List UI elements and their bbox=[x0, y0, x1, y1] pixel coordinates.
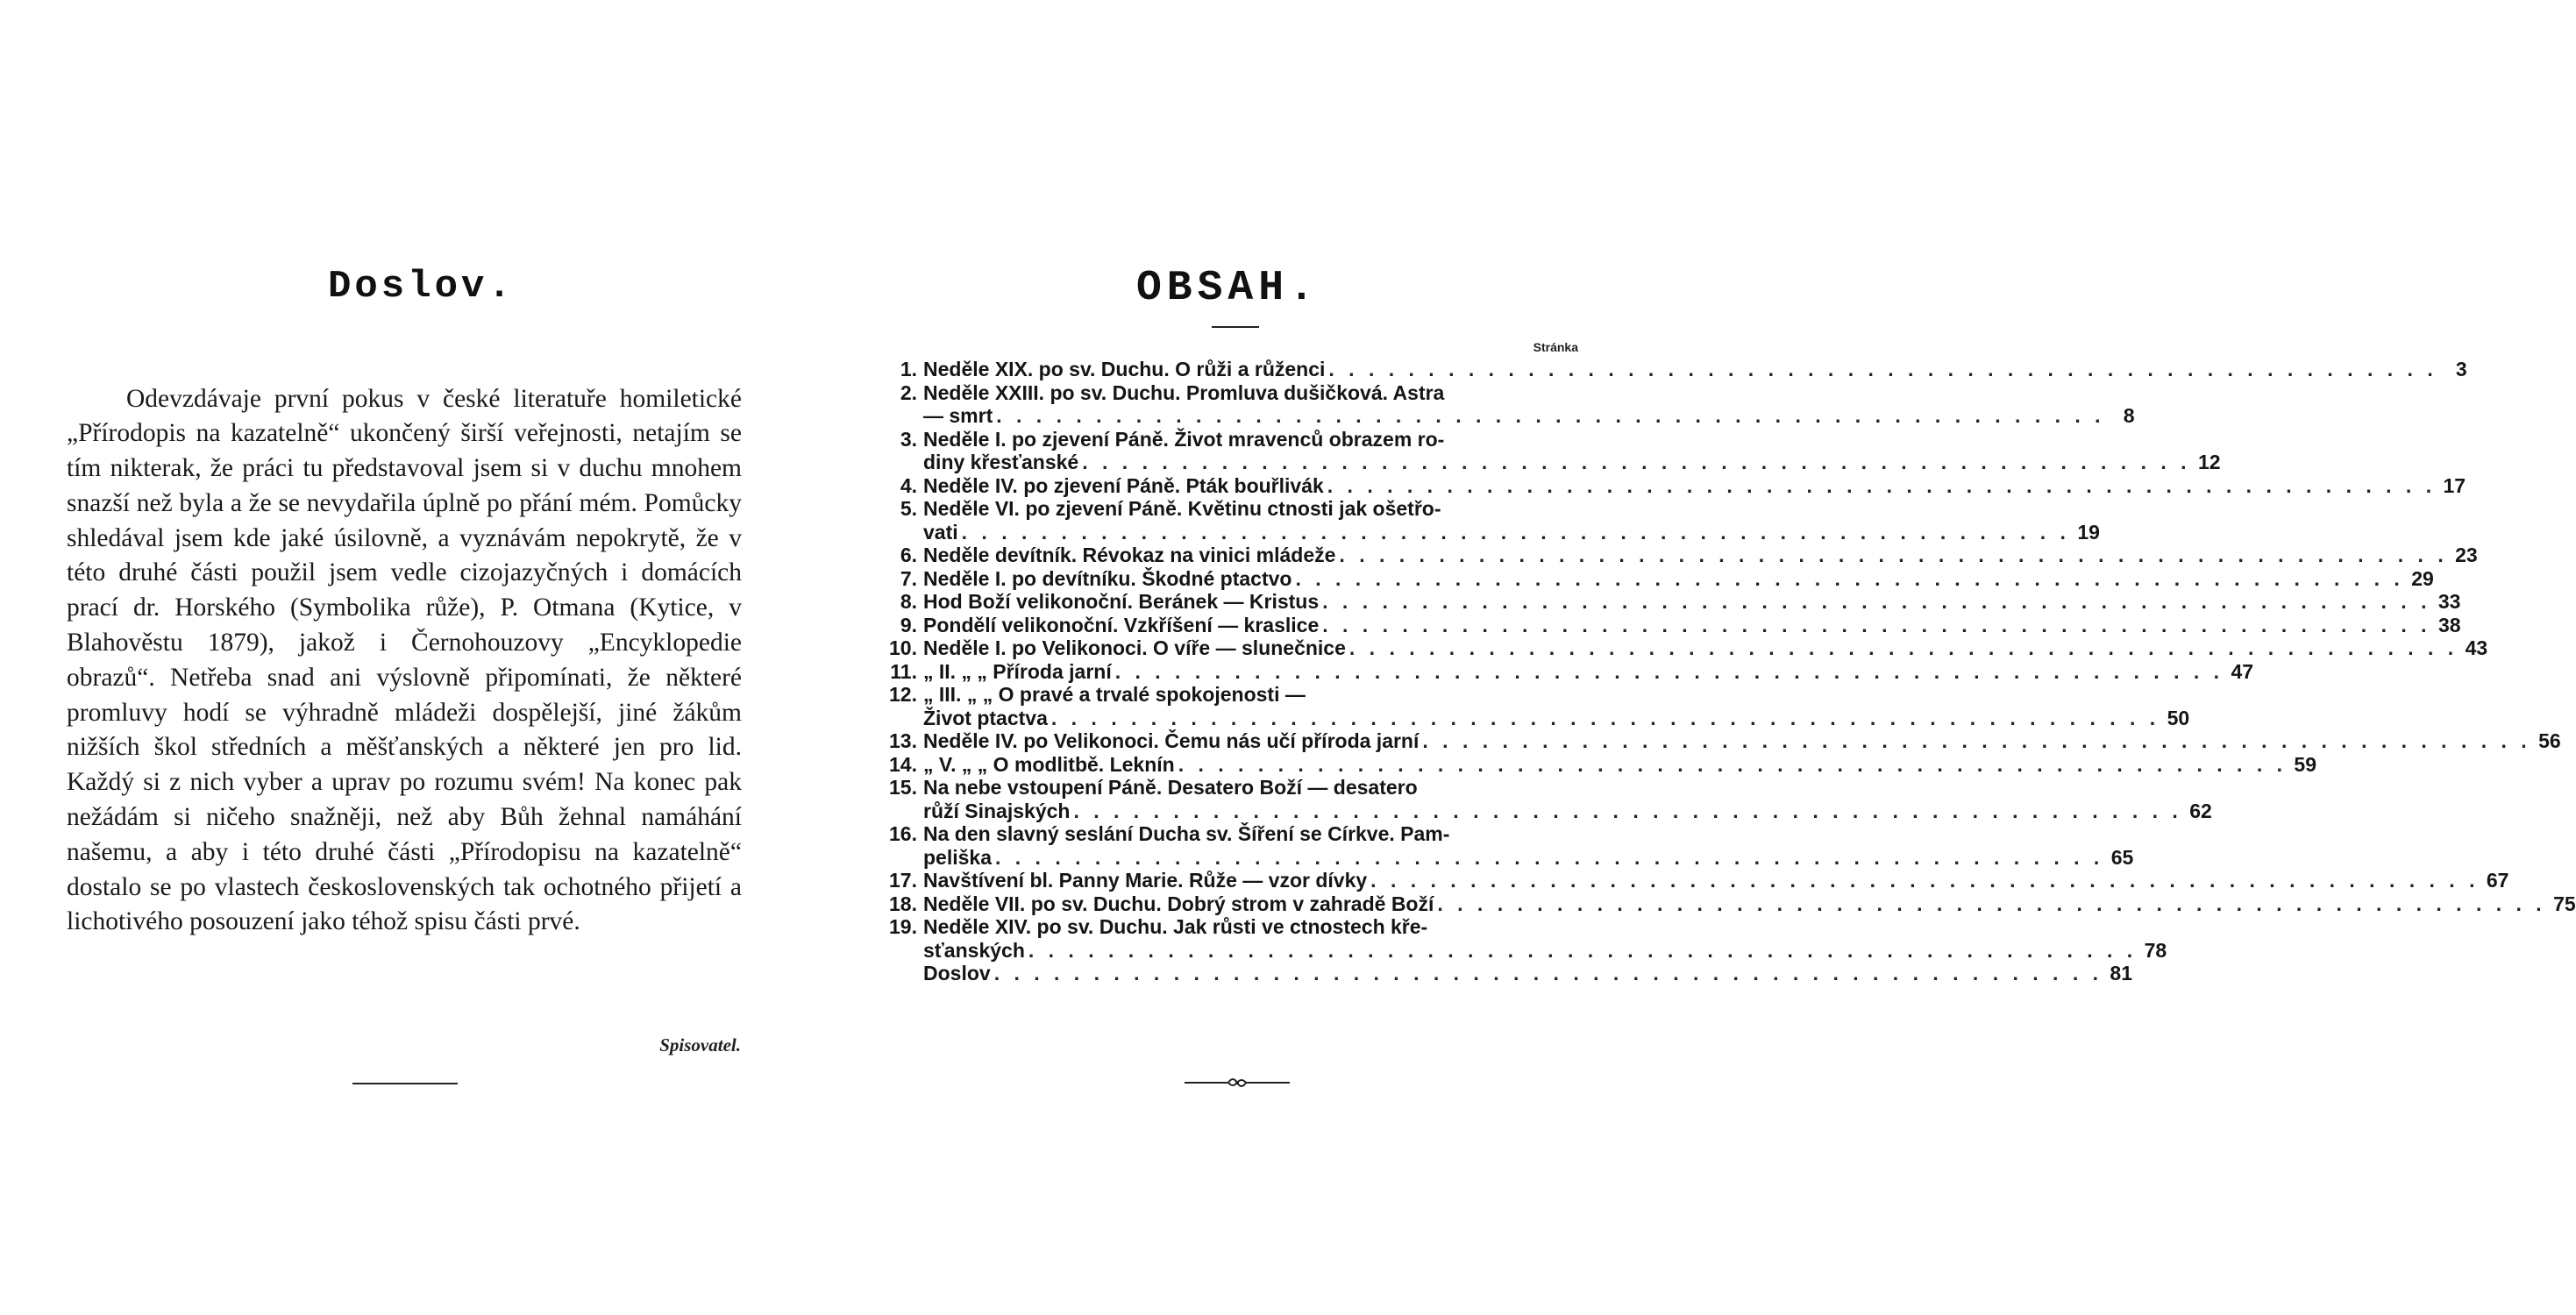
toc-entry-body bbox=[923, 683, 2189, 729]
toc-entry-last-line bbox=[923, 846, 2133, 870]
toc-page-number: 23 bbox=[2455, 544, 2478, 566]
toc-page-number: 75 bbox=[2553, 892, 2576, 915]
toc-entry bbox=[878, 544, 2478, 567]
toc-page-number: 8 bbox=[2123, 404, 2135, 427]
toc-entry-last-line bbox=[923, 521, 2100, 544]
toc-entry-body bbox=[923, 892, 2576, 916]
toc-entry-last-line bbox=[923, 590, 2460, 614]
toc-page-number: 29 bbox=[2411, 566, 2434, 590]
toc-entry-body bbox=[923, 660, 2253, 684]
toc-entry bbox=[878, 566, 2434, 591]
dot-leader bbox=[1339, 544, 2447, 567]
toc-entry-last-line bbox=[923, 660, 2253, 684]
toc-page-number: 19 bbox=[2077, 520, 2100, 544]
toc-entry-number: 4. bbox=[900, 473, 917, 497]
toc-entry-number: 17. bbox=[889, 869, 917, 892]
toc-entry-title-line: Na nebe vstoupení Páně. Desatero Boží — desatero bbox=[923, 776, 1418, 799]
contents-title: OBSAH. bbox=[1136, 265, 1320, 312]
toc-page-number: 33 bbox=[2437, 590, 2461, 613]
dot-leader bbox=[1073, 800, 2181, 823]
toc-entry bbox=[878, 497, 2100, 544]
toc-entry-number: 19. bbox=[889, 915, 917, 938]
toc-page-number: 59 bbox=[2294, 752, 2317, 776]
toc-entry bbox=[878, 729, 2561, 753]
toc-entry-last-line bbox=[923, 707, 2189, 730]
toc-entry-number: 12. bbox=[889, 683, 917, 706]
toc-entry-body bbox=[923, 590, 2460, 614]
afterword-paragraph: Odevzdávaje první pokus v české literatuře homiletické „Přírodopis na kazatelně“ ukončený širší veřejnosti, netajím se tím nikterak, že práci tu představoval jsem si v duchu mnohem snazší než byla a že se nevydařila úplně po přání mém. Pomůcky shledával jsem kde jaké úsilovně, a vyznávám nepokrytě, že v této druhé části použil jsem vedle cizojazyčných i domácích prací dr. Horského (Symbolika růže), P. Otmana (Kytice, v Blahověstu 1879), jakož i Černohouzovy „Encyklopedie obrazů“. Netřeba snad ani výslovně připomínati, že některé promluvy hodí se výhradně mládeži dospělejší, jiné žákům nižších škol středních a měšťanských a některé jen pro lid. Každý si z nich vyber a uprav po rozumu svém! Na konec pak nežádám si ničeho snažněji, než aby Bůh žehnal namáhání našemu, a aby i této druhé části „Přírodopisu na kazatelně“ dostalo se po vlastech československých tak ochotného přijetí a lichotivého posouzení jako téhož spisu části prvé. bbox=[67, 384, 742, 936]
toc-entry-title-line: Neděle VI. po zjevení Páně. Květinu ctnosti jak ošetřo- bbox=[923, 497, 1441, 520]
toc-entry bbox=[878, 613, 2461, 637]
toc-entry-body bbox=[923, 544, 2478, 567]
toc-entry-number: 8. bbox=[900, 590, 917, 613]
toc-page-number: 3 bbox=[2455, 358, 2467, 380]
afterword-text bbox=[67, 382, 742, 941]
toc-entry bbox=[878, 659, 2254, 684]
toc-entry-last-line bbox=[923, 869, 2508, 892]
table-of-contents bbox=[878, 358, 2576, 985]
toc-entry-last-line bbox=[923, 474, 2466, 498]
dot-leader bbox=[1051, 707, 2160, 730]
dot-leader bbox=[1115, 660, 2224, 684]
author-signature: Spisovatel. bbox=[659, 1034, 741, 1056]
toc-entry-body bbox=[923, 614, 2461, 637]
title-divider-rule bbox=[1212, 326, 1259, 328]
toc-entry-title: Hod Boží velikonoční. Beránek — Kristus bbox=[923, 590, 1320, 613]
toc-entry-number: 3. bbox=[900, 427, 917, 451]
toc-page-number: 38 bbox=[2437, 613, 2461, 636]
toc-entry-title: Neděle IV. po zjevení Páně. Pták bouřlivák bbox=[923, 473, 1324, 497]
toc-entry bbox=[878, 590, 2461, 614]
toc-entry-number: 5. bbox=[900, 497, 917, 520]
dot-leader bbox=[1295, 567, 2403, 591]
toc-entry bbox=[878, 892, 2576, 916]
toc-entry-body bbox=[923, 567, 2434, 591]
toc-entry-body bbox=[923, 497, 2100, 544]
toc-entry-last-line bbox=[923, 892, 2576, 916]
toc-entry-last-line bbox=[923, 962, 2132, 985]
toc-entry-last-line bbox=[923, 544, 2478, 567]
toc-entry-number: 11. bbox=[890, 659, 917, 683]
toc-entry-last-line bbox=[923, 800, 2212, 823]
toc-entry-number: 6. bbox=[900, 544, 917, 566]
dot-leader bbox=[1178, 753, 2287, 777]
toc-entry bbox=[878, 358, 2467, 381]
toc-entry-title-line: Neděle XIV. po sv. Duchu. Jak růsti ve ctnostech kře- bbox=[923, 915, 1428, 938]
dot-leader bbox=[1349, 636, 2458, 660]
toc-entry-title: Neděle I. po Velikonoci. O víře — slunečnice bbox=[923, 636, 1346, 659]
toc-entry-number: 9. bbox=[900, 613, 917, 636]
dot-leader bbox=[994, 962, 2103, 985]
toc-entry bbox=[878, 683, 2190, 729]
toc-page-number: 56 bbox=[2538, 729, 2561, 752]
toc-entry-number: 10. bbox=[889, 636, 917, 659]
toc-page-number: 62 bbox=[2189, 799, 2212, 822]
toc-entry-number: 18. bbox=[889, 892, 917, 915]
toc-entry-title-line: „ III. „ „ O pravé a trvalé spokojenosti — bbox=[923, 683, 1306, 706]
toc-entry-title: diny křesťanské bbox=[923, 451, 1079, 473]
toc-entry-title-line: Na den slavný seslání Ducha sv. Šíření se Církve. Pam- bbox=[923, 822, 1450, 845]
toc-entry-title-line: Neděle XXIII. po sv. Duchu. Promluva dušičková. Astra bbox=[923, 380, 1445, 404]
dot-leader bbox=[1322, 590, 2430, 614]
toc-entry-title: Neděle VII. po sv. Duchu. Dobrý strom v zahradě Boží bbox=[923, 892, 1434, 915]
fleuron-ornament-icon bbox=[1185, 1072, 1290, 1093]
page-column-label: Stránka bbox=[1533, 340, 1578, 354]
toc-entry-last-line bbox=[923, 614, 2461, 637]
toc-entry-body bbox=[923, 869, 2508, 892]
toc-entry-title: Život ptactva bbox=[923, 706, 1048, 729]
toc-entry-number: 1. bbox=[900, 358, 917, 380]
toc-page-number: 65 bbox=[2110, 845, 2134, 869]
toc-page-number: 78 bbox=[2144, 938, 2167, 962]
divider-rule bbox=[352, 1083, 458, 1084]
toc-entry-last-line bbox=[923, 358, 2467, 381]
toc-entry bbox=[878, 822, 2134, 869]
toc-entry-title: Pondělí velikonoční. Vzkříšení — kraslice bbox=[923, 613, 1320, 636]
toc-entry-body bbox=[923, 428, 2221, 474]
toc-entry bbox=[878, 427, 2221, 474]
toc-entry-title: peliška bbox=[923, 845, 992, 869]
left-page bbox=[0, 0, 808, 1315]
toc-entry-title: Neděle XIX. po sv. Duchu. O růži a růženci bbox=[923, 358, 1326, 380]
toc-entry-body bbox=[923, 474, 2466, 498]
toc-entry-title: Neděle I. po devítníku. Škodné ptactvo bbox=[923, 566, 1292, 590]
toc-page-number: 81 bbox=[2110, 962, 2132, 984]
toc-entry bbox=[878, 636, 2488, 660]
toc-entry-last-line bbox=[923, 939, 2167, 963]
toc-entry-body bbox=[923, 729, 2561, 753]
toc-entry-last-line bbox=[923, 636, 2487, 660]
toc-entry-title: „ V. „ „ O modlitbě. Leknín bbox=[923, 752, 1175, 776]
toc-entry-title: „ II. „ „ Příroda jarní bbox=[923, 659, 1112, 683]
toc-entry-number: 14. bbox=[889, 752, 917, 776]
dot-leader bbox=[1322, 614, 2430, 637]
toc-entry-number: 13. bbox=[889, 729, 917, 752]
toc-entry-title: sťanských bbox=[923, 938, 1025, 962]
dot-leader bbox=[995, 846, 2103, 870]
toc-entry-number: 2. bbox=[900, 380, 917, 404]
dot-leader bbox=[1028, 939, 2137, 963]
page-title: Doslov. bbox=[328, 265, 515, 309]
toc-entry-title: Neděle devítník. Révokaz na vinici mládeže bbox=[923, 544, 1336, 566]
toc-entry-title: Doslov bbox=[923, 962, 991, 984]
dot-leader bbox=[1327, 474, 2436, 498]
toc-entry-body bbox=[923, 753, 2316, 777]
toc-entry-body bbox=[923, 822, 2133, 869]
toc-entry-last-line bbox=[923, 404, 2135, 428]
dot-leader bbox=[1082, 451, 2190, 474]
toc-page-number: 12 bbox=[2197, 451, 2221, 473]
toc-entry bbox=[878, 869, 2509, 892]
toc-page-number: 67 bbox=[2486, 869, 2509, 892]
toc-entry-title: Neděle IV. po Velikonoci. Čemu nás učí příroda jarní bbox=[923, 729, 1420, 752]
dot-leader bbox=[1422, 729, 2530, 753]
toc-entry-body bbox=[923, 915, 2167, 962]
toc-entry-title: Navštívení bl. Panny Marie. Růže — vzor dívky bbox=[923, 869, 1368, 892]
toc-entry-last-line bbox=[923, 729, 2561, 753]
dot-leader bbox=[996, 404, 2104, 428]
toc-page-number: 43 bbox=[2465, 636, 2488, 659]
toc-entry-title: — smrt bbox=[923, 404, 993, 427]
toc-page-number: 50 bbox=[2167, 706, 2190, 729]
toc-entry-body bbox=[923, 358, 2467, 381]
toc-entry-last-line bbox=[923, 567, 2434, 591]
toc-entry-title-line: Neděle I. po zjevení Páně. Život mravenců obrazem ro- bbox=[923, 427, 1445, 451]
toc-entry bbox=[878, 380, 2135, 428]
toc-entry-body bbox=[923, 776, 2212, 822]
dot-leader bbox=[1328, 358, 2437, 381]
toc-page-number: 47 bbox=[2231, 659, 2254, 683]
toc-entry-body bbox=[923, 381, 2135, 428]
toc-entry bbox=[878, 752, 2317, 777]
dot-leader bbox=[1437, 892, 2545, 916]
toc-page-number: 17 bbox=[2443, 473, 2466, 497]
toc-entry-number bbox=[878, 962, 923, 985]
toc-entry-body bbox=[923, 636, 2487, 660]
toc-entry-body bbox=[923, 962, 2132, 985]
toc-entry-number: 7. bbox=[900, 566, 917, 590]
dot-leader bbox=[1370, 869, 2479, 892]
toc-entry-number: 16. bbox=[889, 822, 917, 845]
toc-entry bbox=[878, 473, 2466, 498]
right-page bbox=[808, 0, 2576, 1315]
dot-leader bbox=[962, 521, 2070, 544]
toc-entry-last-line bbox=[923, 753, 2316, 777]
toc-entry bbox=[878, 776, 2212, 822]
toc-entry-title: vati bbox=[923, 520, 958, 544]
toc-entry-last-line bbox=[923, 451, 2221, 474]
toc-entry bbox=[878, 962, 2132, 985]
toc-entry bbox=[878, 915, 2167, 962]
toc-entry-title: růží Sinajských bbox=[923, 799, 1071, 822]
toc-entry-number: 15. bbox=[889, 776, 917, 799]
